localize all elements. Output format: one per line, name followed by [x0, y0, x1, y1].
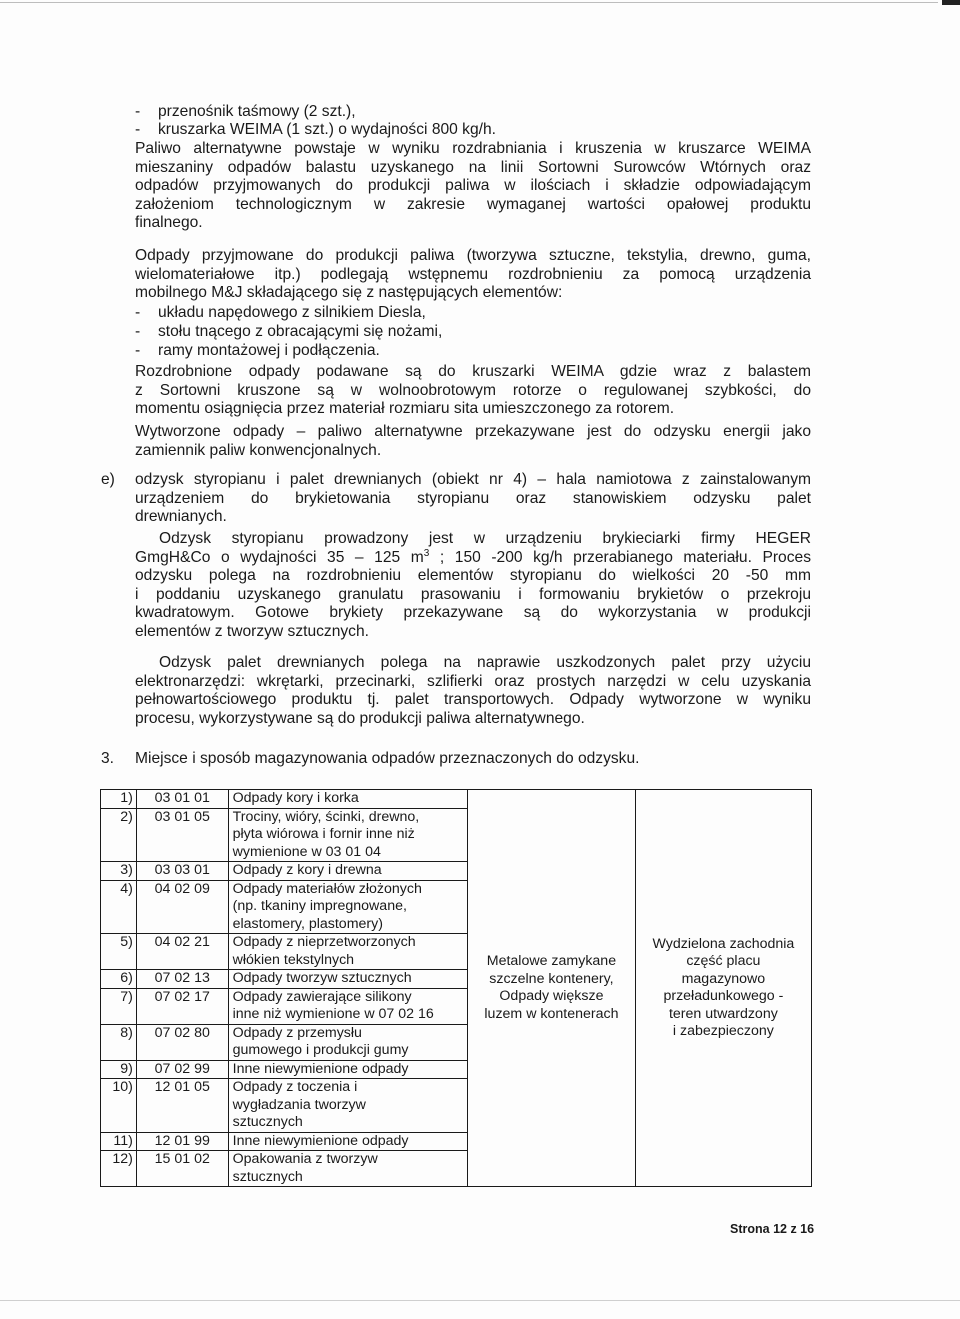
text-line: momentu osiągnięcia przez materiał rozmiaru sita umieszczonego za rotorem.	[135, 400, 675, 417]
waste-code: 03 01 05	[136, 808, 228, 862]
text-line: odzysku polega na rozdrobnieniu elementów styropianu do wielkości 20 -50 mm	[135, 567, 811, 584]
text-line: elementów z tworzyw sztucznych.	[135, 622, 369, 640]
list-marker: -	[135, 342, 141, 359]
waste-description	[228, 1151, 467, 1187]
waste-description	[228, 1024, 467, 1060]
text-line: Rozdrobnione odpady podawane są do kruszarki WEIMA gdzie wraz z balastem	[135, 363, 811, 380]
description-line: Odpady kory i korka	[232, 790, 359, 806]
text-line: procesu, wykorzystywane są do produkcji paliwa alternatywnego.	[135, 709, 585, 727]
text-line: mobilnego M&J składającego się z następujących elementów:	[135, 284, 563, 301]
list-item-cutting-table: stołu tnącego z obracającymi się nożami,	[158, 323, 443, 340]
description-line: Inne niewymienione odpady	[232, 1060, 409, 1077]
waste-description	[228, 1060, 467, 1079]
description-line: Odpady z przemysłu	[232, 1024, 362, 1041]
paragraph-alternative-fuel	[135, 140, 811, 233]
table-body	[101, 790, 812, 1187]
storage-place-line: przeładunkowego -	[663, 988, 784, 1004]
row-number: 2)	[101, 808, 137, 862]
description-line: płyta wiórowa i fornir inne niż	[232, 826, 415, 842]
text-line: odzysk styropianu i palet drewnianych (obiekt nr 4) – hala namiotowa z zainstalowanym	[135, 471, 811, 488]
description-line: inne niż wymienione w 07 02 16	[232, 1006, 434, 1022]
section-e-heading	[135, 471, 811, 527]
description-line: Odpady z toczenia i	[232, 1079, 358, 1095]
waste-code: 07 02 17	[136, 988, 228, 1024]
waste-description	[228, 880, 467, 934]
text-fragment: GmgH&Co o wydajności 35 – 125 m	[135, 548, 424, 566]
storage-place-line: i zabezpieczony	[672, 1023, 774, 1039]
section-3-marker: 3.	[101, 750, 115, 767]
scan-bottom-edge	[0, 1300, 960, 1301]
description-line: Trociny, wióry, ścinki, drewno,	[232, 808, 420, 825]
paragraph-pallet-recovery	[135, 654, 811, 728]
description-line: Odpady tworzyw sztucznych	[232, 970, 412, 986]
storage-place-line: teren utwardzony	[668, 1005, 778, 1022]
waste-description	[228, 934, 467, 970]
text-line: Odpady przyjmowane do produkcji paliwa (tworzywa sztuczne, tekstylia, drewno, guma,	[135, 247, 811, 264]
text-fragment: ; 150 -200 kg/h przerabianego materiału. Proces	[429, 548, 811, 566]
row-number: 9)	[101, 1060, 137, 1079]
description-line: sztucznych	[232, 1114, 303, 1130]
waste-code: 12 01 05	[136, 1079, 228, 1133]
description-line: włókien tekstylnych	[232, 951, 355, 968]
paragraph-produced-waste	[135, 423, 811, 460]
list-marker: -	[135, 323, 141, 340]
description-line: gumowego i produkcji gumy	[232, 1042, 409, 1058]
storage-method	[468, 790, 636, 1187]
list-marker: -	[135, 121, 141, 138]
waste-code: 12 01 99	[136, 1132, 228, 1151]
text-line: pełnowartościowego produktu tj. palet transportowych. Odpady wytworzone w wyniku	[135, 691, 811, 708]
text-line: kwadratowym. Gotowe brykiety przekazywane są do wykorzystania w produkcji	[135, 604, 811, 621]
waste-description	[228, 988, 467, 1024]
storage-place-line: Wydzielona zachodnia	[652, 935, 795, 952]
text-line: z Sortowni kruszone są w wolnoobrotowym rotorze o regulowanej szybkości, do	[135, 381, 811, 399]
row-number: 3)	[101, 862, 137, 881]
superscript: 3	[423, 547, 430, 559]
text-line	[135, 549, 811, 568]
text-line: urządzeniem do brykietowania styropianu oraz stanowiskiem odzysku palet	[135, 489, 811, 507]
scan-top-edge	[0, 2, 938, 3]
description-line: wygładzania tworzyw	[232, 1096, 366, 1113]
text-line: mieszaniny odpadów balastu uzyskanego na linii Sortowni Surowców Wtórnych oraz	[135, 158, 811, 176]
row-number: 11)	[101, 1132, 137, 1151]
storage-method-line: luzem w kontenerach	[484, 1005, 619, 1022]
text-line: finalnego.	[135, 214, 203, 231]
section-e-marker: e)	[101, 471, 115, 488]
footer-separator: z	[786, 1222, 801, 1236]
storage-method-line: Metalowe zamykane	[486, 953, 617, 969]
text-line: zamiennik paliw konwencjonalnych.	[135, 441, 382, 459]
storage-place-line: magazynowo	[681, 970, 766, 987]
waste-code: 07 02 99	[136, 1060, 228, 1079]
paragraph-accepted-waste	[135, 247, 811, 303]
text-line: założeniom technologicznym w zakresie wymaganej wartości opałowej produktu	[135, 195, 811, 213]
description-line: elastomery, plastomery)	[232, 915, 383, 932]
footer-total: 16	[800, 1222, 815, 1236]
storage-place	[635, 790, 811, 1187]
paragraph-crushed-waste	[135, 363, 811, 419]
waste-code: 15 01 02	[136, 1151, 228, 1187]
scan-corner-mark	[942, 0, 960, 5]
section-3-title: Miejsce i sposób magazynowania odpadów przeznaczonych do odzysku.	[135, 750, 640, 767]
waste-code: 04 02 09	[136, 880, 228, 934]
text-line: drewnianych.	[135, 508, 227, 525]
row-number: 1)	[101, 790, 137, 809]
row-number: 5)	[101, 934, 137, 970]
text-line: odpadów przyjmowanych do produkcji paliwa w ilościach i składzie odpowiadającym	[135, 177, 811, 194]
list-item-drive: układu napędowego z silnikiem Diesla,	[158, 304, 426, 321]
description-line: Odpady z nieprzetworzonych	[232, 934, 416, 950]
text-line: wielomateriałowe itp.) podlegają wstępnemu rozdrobnieniu za pomocą urządzenia	[135, 265, 811, 283]
table-row	[101, 790, 812, 809]
description-line: wymienione w 03 01 04	[232, 843, 381, 860]
storage-method-line: Odpady większe	[499, 988, 604, 1004]
waste-description	[228, 970, 467, 989]
waste-description	[228, 1079, 467, 1133]
waste-description	[228, 862, 467, 881]
waste-description	[228, 1132, 467, 1151]
page-number	[730, 1222, 814, 1236]
row-number: 12)	[101, 1151, 137, 1187]
row-number: 6)	[101, 970, 137, 989]
row-number: 7)	[101, 988, 137, 1024]
list-item-crusher: kruszarka WEIMA (1 szt.) o wydajności 800 kg/h.	[158, 121, 496, 138]
row-number: 8)	[101, 1024, 137, 1060]
text-line: Wytworzone odpady – paliwo alternatywne przekazywane jest do odzysku energii jako	[135, 423, 811, 440]
waste-code: 03 03 01	[136, 862, 228, 881]
waste-code: 07 02 13	[136, 970, 228, 989]
footer-prefix: Strona	[730, 1222, 774, 1236]
waste-code: 03 01 01	[136, 790, 228, 809]
text-line: Odzysk styropianu prowadzony jest w urządzeniu brykieciarki firmy HEGER	[159, 530, 811, 547]
row-number: 4)	[101, 880, 137, 934]
text-line: Paliwo alternatywne powstaje w wyniku rozdrabniania i kruszenia w kruszarce WEIMA	[135, 140, 811, 157]
row-number: 10)	[101, 1079, 137, 1133]
list-item-frame: ramy montażowej i podłączenia.	[158, 342, 380, 359]
description-line: Inne niewymienione odpady	[232, 1132, 409, 1149]
waste-description	[228, 790, 467, 809]
waste-code: 04 02 21	[136, 934, 228, 970]
footer-page: 12	[773, 1222, 787, 1236]
waste-storage-table	[100, 789, 812, 1187]
description-line: sztucznych	[232, 1168, 303, 1185]
paragraph-styrofoam-recovery	[135, 530, 811, 641]
description-line: (np. tkaniny impregnowane,	[232, 898, 407, 914]
list-marker: -	[135, 304, 141, 321]
list-marker: -	[135, 103, 141, 120]
description-line: Opakowania z tworzyw	[232, 1151, 378, 1167]
waste-description	[228, 808, 467, 862]
description-line: Odpady z kory i drewna	[232, 862, 382, 878]
text-line: elektronarzędzi: wkrętarki, przecinarki, szlifierki oraz prostych narzędzi w celu uzyskania	[135, 672, 811, 690]
description-line: Odpady zawierające silikony	[232, 988, 412, 1005]
description-line: Odpady materiałów złożonych	[232, 880, 422, 897]
waste-code: 07 02 80	[136, 1024, 228, 1060]
storage-place-line: część placu	[686, 953, 761, 969]
text-line: i poddaniu uzyskanego granulatu prasowaniu i formowaniu brykietów o przekroju	[135, 585, 811, 603]
list-item-conveyor: przenośnik taśmowy (2 szt.),	[158, 103, 356, 120]
text-line: Odzysk palet drewnianych polega na naprawie uszkodzonych palet przy użyciu	[159, 654, 811, 671]
storage-method-line: szczelne kontenery,	[489, 970, 614, 987]
